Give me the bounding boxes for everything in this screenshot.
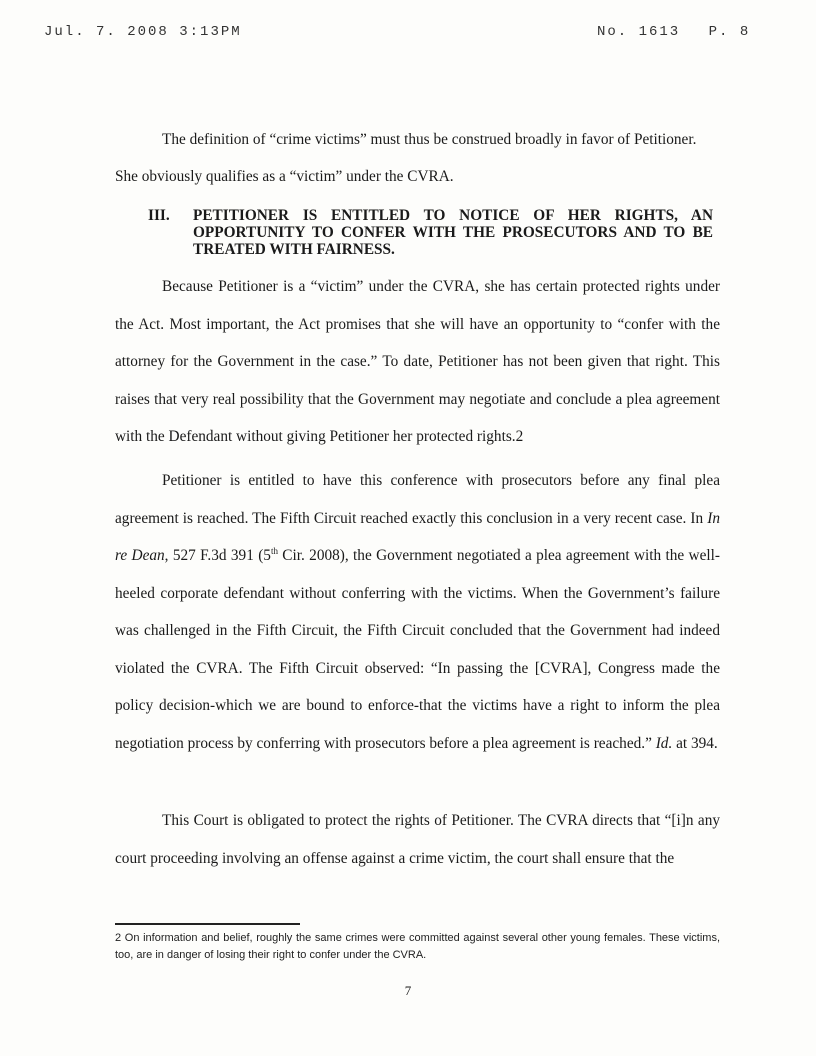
- fax-page-info: [597, 24, 750, 40]
- para3-text-a: Petitioner is entitled to have this conference with prosecutors before any final plea agreement is reached. The Fifth Circuit reached exactly this conclusion in a very recent case. In: [115, 472, 720, 527]
- footnote-divider: [115, 923, 300, 925]
- fax-page: P. 8: [708, 24, 751, 40]
- section-heading-number: III.: [148, 207, 170, 224]
- paragraph-in-re-dean: [115, 462, 720, 762]
- paragraph-victim-rights: Because Petitioner is a “victim” under the CVRA, she has certain protected rights under the Act. Most important, the Act promises that she will have an opportunity to “confer with the attorney for the Government in the case.” To date, Petitioner has not been given that right. This raises that very real possibility that the Government may negotiate and conclude a plea agreement with the Defendant without giving Petitioner her protected rights.2: [115, 278, 720, 445]
- para3-text-d: at 394.: [672, 734, 718, 752]
- para3-text-c: Cir. 2008), the Government negotiated a plea agreement with the well-heeled corporate defendant without conferring with the victims. When the Government’s failure was challenged in the Fifth Circuit, the Fifth Circuit concluded that the Government had indeed violated the CVRA. The Fifth Circuit observed: “In passing the [CVRA], Congress made the policy decision-which we are bound to enforce-that the victims have a right to inform the plea negotiation process by conferring with prosecutors before a plea agreement is reached.”: [115, 547, 720, 752]
- fax-time: 3:13PM: [179, 24, 242, 40]
- section-heading-text: PETITIONER IS ENTITLED TO NOTICE OF HER RIGHTS, AN OPPORTUNITY TO CONFER WITH THE PROSECUTORS AND TO BE TREATED WITH FAIRNESS.: [193, 207, 713, 258]
- para3-text-b: , 527 F.3d 391 (5: [164, 547, 271, 564]
- page-number: 7: [404, 983, 412, 998]
- paragraph-court-obligation: This Court is obligated to protect the rights of Petitioner. The CVRA directs that “[i]n any court proceeding involving an offense against a crime victim, the court shall ensure that the: [115, 812, 720, 867]
- fax-date: Jul. 7. 2008: [44, 24, 169, 40]
- case-citation-in-re-dean: In re Dean: [115, 509, 720, 564]
- paragraph-definition-continued: She obviously qualifies as a “victim” under the CVRA.: [115, 168, 454, 185]
- superscript-th: th: [270, 545, 278, 556]
- fax-header: [0, 24, 816, 46]
- paragraph-definition: The definition of “crime victims” must thus be construed broadly in favor of Petitioner.: [162, 131, 697, 148]
- citation-id: Id.: [655, 734, 673, 752]
- footnote-2: 2 On information and belief, roughly the same crimes were committed against several other young females. These victims, too, are in danger of losing their right to confer under the CVRA.: [115, 932, 720, 961]
- fax-timestamp: [44, 24, 242, 40]
- fax-number: No. 1613: [597, 24, 681, 40]
